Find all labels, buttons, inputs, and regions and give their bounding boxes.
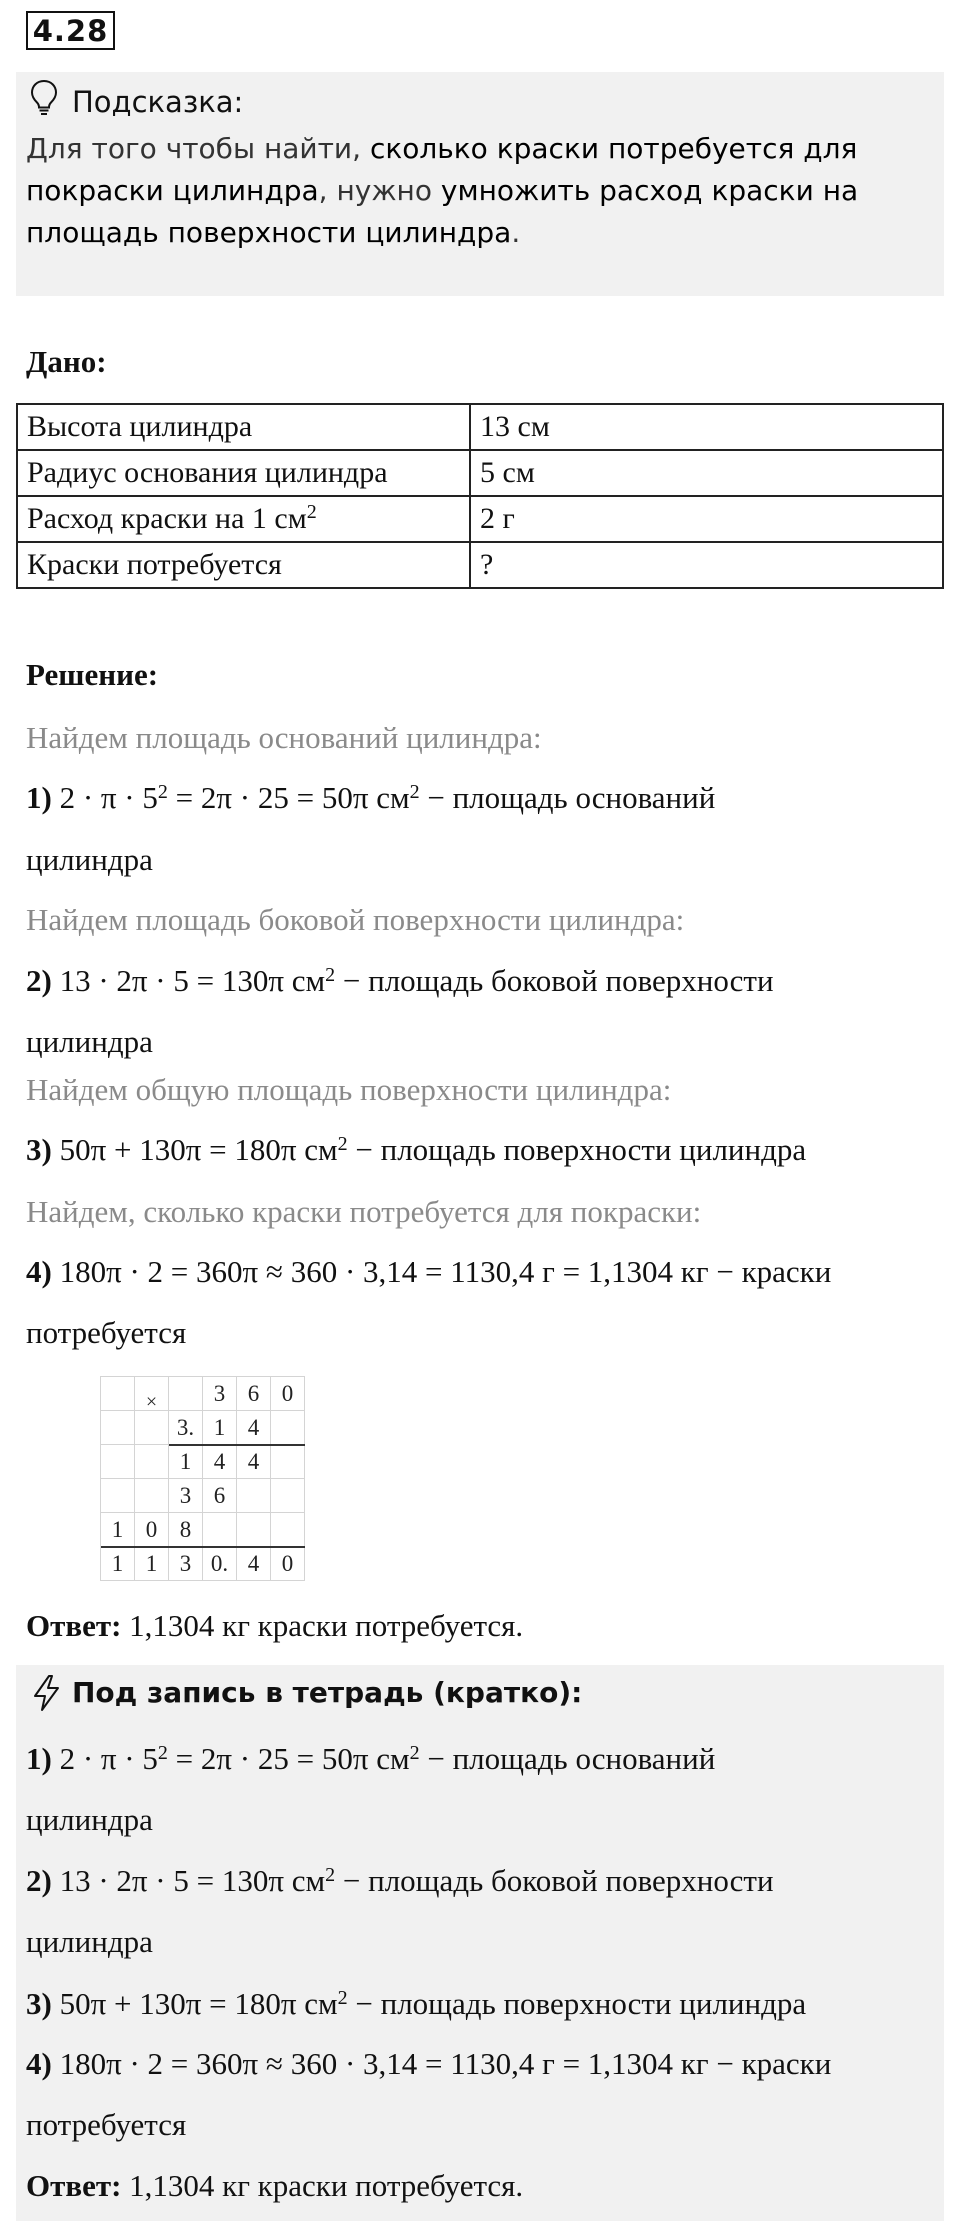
hint-emphasis: сколько краски потребуется для: [369, 132, 858, 165]
step-number: 4): [26, 2046, 52, 2081]
answer-label: Ответ:: [26, 1608, 122, 1643]
formula-part: − площадь боковой поверхности: [335, 963, 774, 998]
formula-part: − площадь оснований: [419, 780, 716, 815]
given-value: ?: [470, 542, 943, 588]
notes-title: Под запись в тетрадь (кратко):: [72, 1676, 583, 1709]
formula-part: = 2π · 25 = 50π см: [167, 780, 410, 815]
lightning-icon: [30, 1674, 64, 1712]
superscript: 2: [337, 1987, 348, 2009]
formula-part: 13 · 2π · 5 = 130π см: [51, 1863, 326, 1898]
superscript: 2: [409, 781, 420, 803]
grid-cell: 0: [271, 1377, 305, 1411]
formula-part: − площадь оснований: [419, 1741, 716, 1776]
notes-line-4: [26, 2043, 831, 2085]
step3-formula: [26, 1129, 806, 1171]
table-row: [17, 496, 943, 542]
grid-cell: 4: [237, 1445, 271, 1479]
grid-cell: 3.: [169, 1411, 203, 1445]
grid-cell: 4: [237, 1547, 271, 1581]
hint-emphasis: покраски цилиндра: [26, 174, 319, 207]
step-number: 1): [26, 780, 52, 815]
step3-intro: Найдем общую площадь поверхности цилиндра:: [26, 1072, 672, 1107]
grid-cell: 3: [169, 1479, 203, 1513]
grid-cell: ×: [135, 1377, 169, 1411]
superscript: 2: [325, 1864, 336, 1886]
step1-intro: Найдем площадь оснований цилиндра:: [26, 720, 542, 755]
grid-cell: 8: [169, 1513, 203, 1547]
hint-line-2: [26, 170, 858, 212]
notes-answer-line: [26, 2165, 523, 2207]
grid-cell: [237, 1513, 271, 1547]
formula-part: 13 · 2π · 5 = 130π см: [51, 963, 326, 998]
grid-cell: [101, 1377, 135, 1411]
step-number: 3): [26, 1986, 52, 2021]
step2-formula: [26, 960, 774, 1002]
step-number: 3): [26, 1132, 52, 1167]
multiplication-rule: [169, 1444, 305, 1446]
grid-cell: 3: [203, 1377, 237, 1411]
step-number: 1): [26, 1741, 52, 1776]
notes-line-1: [26, 1738, 715, 1780]
table-row: [17, 404, 943, 450]
grid-cell: [203, 1513, 237, 1547]
grid-cell: [135, 1411, 169, 1445]
formula-part: 2 · π · 5: [51, 780, 158, 815]
grid-cell: [271, 1513, 305, 1547]
grid-cell: 1: [203, 1411, 237, 1445]
grid-cell: 1: [101, 1513, 135, 1547]
grid-cell: [101, 1411, 135, 1445]
grid-cell: 6: [237, 1377, 271, 1411]
formula-part: − площадь боковой поверхности: [335, 1863, 774, 1898]
formula-part: 50π + 130π = 180π см: [51, 1132, 338, 1167]
given-name-text: Расход краски на 1 см: [27, 502, 307, 535]
grid-cell: 0: [135, 1513, 169, 1547]
problem-number: 4.28: [26, 11, 115, 50]
grid-cell: [271, 1479, 305, 1513]
answer-line: [26, 1605, 523, 1647]
grid-cell: [271, 1411, 305, 1445]
step1-formula: [26, 777, 715, 819]
hint-line-3: [26, 212, 520, 254]
solution-label: Решение:: [26, 657, 159, 692]
hint-text: , нужно: [318, 174, 441, 207]
answer-text: 1,1304 кг краски потребуется.: [121, 1608, 524, 1643]
hint-emphasis: умножить расход краски на: [440, 174, 859, 207]
grid-cell: 3: [169, 1547, 203, 1581]
grid-cell: [237, 1479, 271, 1513]
grid-cell: 1: [101, 1547, 135, 1581]
answer-text: 1,1304 кг краски потребуется.: [121, 2168, 524, 2203]
lightbulb-icon: [30, 79, 58, 117]
grid-cell: [135, 1479, 169, 1513]
hint-text: .: [511, 216, 521, 249]
superscript: 2: [325, 964, 336, 986]
step4-formula: [26, 1251, 831, 1293]
notes-line-2: [26, 1860, 774, 1902]
notes-line-3: [26, 1983, 806, 2025]
given-name: [17, 496, 470, 542]
step-number: 2): [26, 1863, 52, 1898]
formula-part: 50π + 130π = 180π см: [51, 1986, 338, 2021]
grid-cell: [271, 1445, 305, 1479]
superscript: 2: [306, 501, 317, 523]
given-value: 2 г: [470, 496, 943, 542]
given-label: Дано:: [26, 344, 107, 379]
formula-part: = 2π · 25 = 50π см: [167, 1741, 410, 1776]
grid-cell: [135, 1445, 169, 1479]
given-name: Высота цилиндра: [17, 404, 470, 450]
notes-line-1-cont: цилиндра: [26, 1802, 153, 1837]
given-value: 13 см: [470, 404, 943, 450]
formula-part: − площадь поверхности цилиндра: [347, 1986, 807, 2021]
answer-label: Ответ:: [26, 2168, 122, 2203]
step4-continuation: потребуется: [26, 1315, 187, 1350]
grid-cell: 6: [203, 1479, 237, 1513]
superscript: 2: [409, 1742, 420, 1764]
step-number: 4): [26, 1254, 52, 1289]
given-name: Радиус основания цилиндра: [17, 450, 470, 496]
grid-cell: 0: [271, 1547, 305, 1581]
step4-intro: Найдем, сколько краски потребуется для покраски:: [26, 1194, 702, 1229]
table-row: [17, 450, 943, 496]
grid-cell: 0.: [203, 1547, 237, 1581]
multiplication-rule: [101, 1546, 305, 1548]
grid-cell: [101, 1479, 135, 1513]
grid-cell: 1: [169, 1445, 203, 1479]
formula-part: − площадь поверхности цилиндра: [347, 1132, 807, 1167]
grid-cell: 4: [237, 1411, 271, 1445]
table-row: [17, 542, 943, 588]
superscript: 2: [337, 1133, 348, 1155]
hint-text: Для того чтобы найти,: [26, 132, 370, 165]
notes-line-2-cont: цилиндра: [26, 1924, 153, 1959]
step2-continuation: цилиндра: [26, 1024, 153, 1059]
notes-line-4-cont: потребуется: [26, 2107, 187, 2142]
given-value: 5 см: [470, 450, 943, 496]
hint-emphasis: площадь поверхности цилиндра: [26, 216, 512, 249]
grid-cell: [169, 1377, 203, 1411]
grid-cell: [101, 1445, 135, 1479]
formula-part: 2 · π · 5: [51, 1741, 158, 1776]
superscript: 2: [157, 781, 168, 803]
step-number: 2): [26, 963, 52, 998]
given-name: Краски потребуется: [17, 542, 470, 588]
step1-continuation: цилиндра: [26, 842, 153, 877]
formula-part: 180π · 2 = 360π ≈ 360 · 3,14 = 1130,4 г = 1,1304 кг − краски: [51, 2046, 832, 2081]
superscript: 2: [157, 1742, 168, 1764]
grid-cell: 4: [203, 1445, 237, 1479]
given-table: [16, 403, 944, 589]
grid-cell: 1: [135, 1547, 169, 1581]
hint-title: Подсказка:: [72, 85, 244, 119]
formula-part: 180π · 2 = 360π ≈ 360 · 3,14 = 1130,4 г = 1,1304 кг − краски: [51, 1254, 832, 1289]
hint-line-1: [26, 128, 857, 170]
step2-intro: Найдем площадь боковой поверхности цилиндра:: [26, 902, 685, 937]
multiplication-grid: [100, 1376, 305, 1581]
